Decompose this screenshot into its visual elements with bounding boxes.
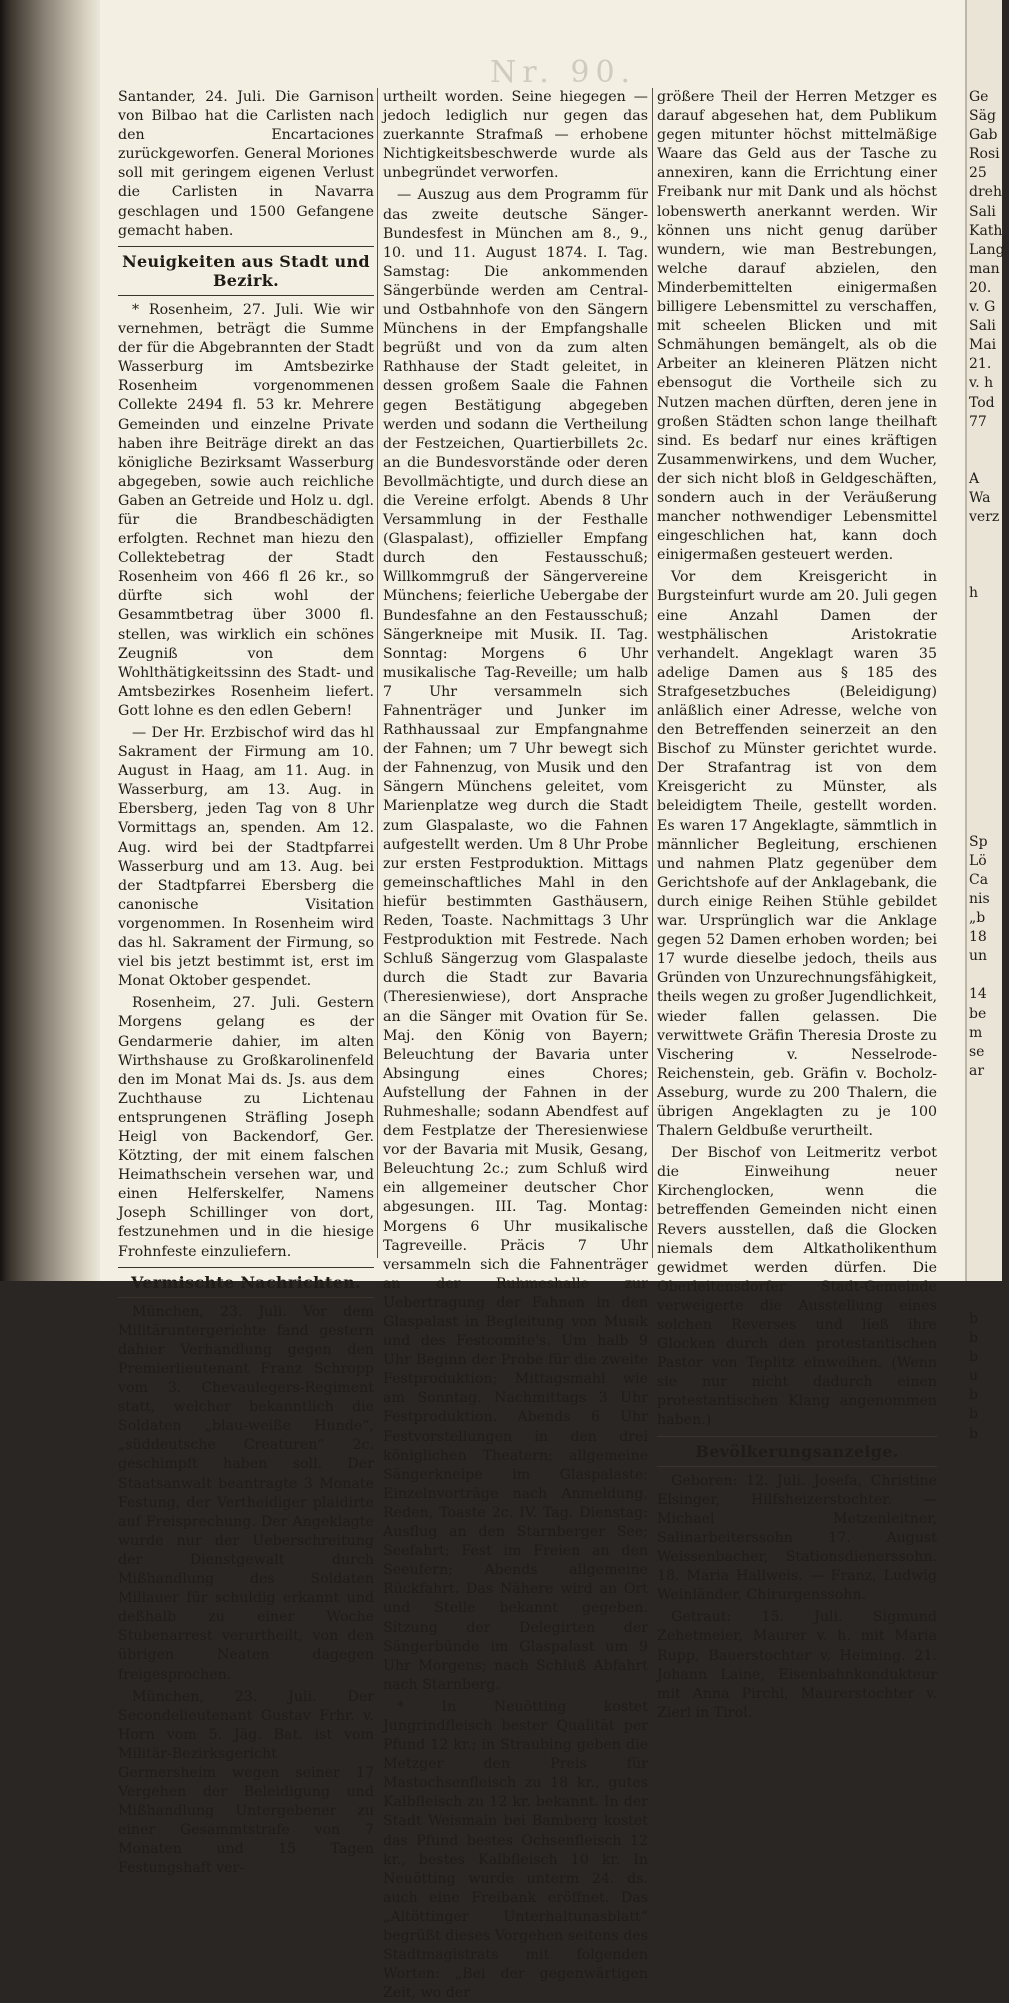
- adjacent-page-line: Wa: [969, 489, 991, 506]
- article-rosenheim-arrest: Rosenheim, 27. Juli. Gestern Morgens gelang es der Gendarmerie dahier, im alten Wirthshause zu Großkarolinenfeld den im Monat Mai ds. Js. aus dem Zuchthause zu Lichtenau entsprungenen Sträfling Joseph Heigl von Backendorf, Ger. Kötzting, der mit einem falschen Heimathschein versehen war, und einen Helferskelfer, Namens Joseph Schillinger von dort, festzunehmen und in die hiesige Frohnfeste einzuliefern.: [118, 995, 374, 1260]
- divider: [118, 1297, 374, 1298]
- adjacent-page-line: Tod: [969, 394, 995, 411]
- adjacent-page-line: 14: [969, 986, 987, 1003]
- adjacent-page-text: [969, 88, 1009, 1444]
- adjacent-page-line: [969, 775, 1009, 794]
- adjacent-page-line: [969, 794, 1009, 813]
- article-rosenheim-collection: * Rosenheim, 27. Juli. Wie wir vernehmen, beträgt die Summe der für die Abgebrannten der Stadt Wasserburg im Amtsbezirke Rosenheim vorgenommenen Collekte 2494 fl. 53 kr. Mehrere Gemeinden und einzelne Private haben ihre Beiträge direkt an das königliche Bezirksamt Wasserburg abgegeben, sowie auch reichliche Gaben an Getreide und Holz u. dgl. für die Brandbeschädigten erfolgten. Rechnet man hiezu den Collektebetrag der Stadt Rosenheim von 466 fl 26 kr., so dürfte sich wohl der Gesammtbetrag über 3000 fl. stellen, was wirklich ein schönes Zeugniß von dem Wohlthätigkeitssinn des Stadt- und Amtsbezirkes Rosenheim liefert. Gott lohne es den edlen Gebern!: [118, 301, 374, 719]
- adjacent-page-line: ar: [969, 1062, 985, 1079]
- adjacent-page-line: Sp: [969, 833, 988, 850]
- adjacent-page-line: [969, 604, 1009, 623]
- divider: [657, 1466, 937, 1467]
- article-santander: Santander, 24. Juli. Die Garnison von Bilbao hat die Carlisten nach den Encartaciones zurückgeworfen. General Moriones soll mit geringem eigenen Verlust die Carlisten in Navarra geschlagen und 1500 Gefangene gemacht haben.: [118, 89, 374, 239]
- adjacent-page-line: [969, 661, 1009, 680]
- column-1: [118, 88, 374, 1877]
- adjacent-page-line: Ca: [969, 871, 989, 888]
- adjacent-page-line: [969, 1100, 1009, 1119]
- adjacent-page-line: b: [969, 1311, 978, 1327]
- adjacent-page-line: [969, 1157, 1009, 1176]
- adjacent-page-line: [969, 451, 1009, 470]
- adjacent-page-line: [969, 718, 1009, 737]
- marriages-list: Getraut: 15. Juli. Sigmund Zehetmeier, Maurer v. h. mit Maria Rupp, Bauerstochter v. Heiming. 21. Johann Laine, Eisenbahnkondukteur mit Anna Pirchl, Maurerstochter v. Zierl in Tirol.: [657, 1609, 937, 1721]
- divider: [118, 295, 374, 296]
- adjacent-page-line: [969, 814, 1009, 833]
- adjacent-page-line: [969, 623, 1009, 642]
- column-rule: [377, 88, 378, 1258]
- article-burgsteinfurt-trial: Vor dem Kreisgericht in Burgsteinfurt wurde am 20. Juli gegen eine Anzahl Damen der westphälischen Aristokratie verhandelt. Angeklagt waren 35 adelige Damen aus § 185 des Strafgesetzbuches (Beleidigung) anläßlich einer Adresse, welche von den Betreffenden seinerzeit an den Bischof zu Münster gerichtet wurde. Der Strafantrag ist von dem Kreisgericht zu Münster, als beleidigtem Theile, gestellt worden. Es waren 17 Angeklagte, sämmtlich in männlicher Begleitung, erschienen und nahmen Platz gegenüber dem Gerichtshofe auf der Anklagebank, die durch einige Reihen Stühle gebildet war. Ursprünglich war die Anklage gegen 52 Damen erhoben worden; bei 17 wurde dieselbe jedoch, theils aus Gründen von Unzurechnungsfähigkeit, theils wegen zu großer Jugendlichkeit, wieder fallen gelassen. Die verwittwete Gräfin Theresia Droste zu Vischering v. Nesselrode-Reichenstein, geb. Gräfin v. Bocholz-Asseburg, wurde zu 200 Thalern, die übrigen Angeklagten zu je 100 Thalern Geldbuße verurtheilt.: [657, 569, 937, 1140]
- adjacent-page-line: [969, 1272, 1009, 1291]
- adjacent-page-line: [969, 565, 1009, 584]
- section-heading-miscellaneous: Vermischte Nachrichten.: [130, 1272, 361, 1292]
- adjacent-page-line: man: [969, 260, 1000, 277]
- adjacent-page-line: [969, 1119, 1009, 1138]
- adjacent-page-line: b: [969, 1330, 978, 1347]
- adjacent-page-line: [969, 699, 1009, 718]
- adjacent-page-line: [969, 1291, 1009, 1310]
- article-meat-prices: * In Neuötting kostet Jungrindfleisch bester Qualität per Pfund 12 kr.; in Straubing geben die Metzger den Preis für Mastochsenfleisch zu 18 kr., gutes Kalbfleisch zu 12 kr. bekannt. In der Stadt Weismain bei Bamberg kostet das Pfund bestes Ochsenfleisch 12 kr., bestes Kalbfleisch 10 kr. In Neuötting wurde unterm 24. ds. auch eine Freibank eröffnet. Das „Altöttinger Unterhaltunasblatt“ begrüßt dieses Vorgehen seitens des Stadtmagistrats mit folgenden Worten: „Bei der gegenwärtigen Zeit, wo der: [383, 1698, 648, 2002]
- adjacent-page-line: [969, 1176, 1009, 1195]
- adjacent-page-line: verz: [969, 509, 1000, 526]
- section-heading-local-news: Neuigkeiten aus Stadt und Bezirk.: [122, 251, 370, 290]
- adjacent-page-line: Sali: [969, 318, 996, 335]
- adjacent-page-line: Lö: [969, 852, 987, 869]
- adjacent-page-line: [969, 1195, 1009, 1214]
- newspaper-page: [100, 0, 965, 2002]
- adjacent-page-line: [969, 546, 1009, 565]
- page-number: Nr. 90.: [490, 55, 637, 90]
- adjacent-page-line: v. h: [969, 375, 994, 392]
- adjacent-page-line: [969, 1234, 1009, 1253]
- article-leitmeritz-bells: Der Bischof von Leitmeritz verbot die Einweihung neuer Kirchenglocken, wenn die betreffenden Gemeinden nicht einen Revers ausstellen, daß die Glocken niemals dem Altkatholikenthum gewidmet werden dürfen. Die Oberleitensdorfer Stadt-Gemeinde verweigerte die Ausstellung eines solchen Reverses und ließ ihre Glocken durch den protestantischen Pastor von Teplitz einweihen. (Wenn sie nur nicht dadurch einen protestantischen Klang angenommen haben.): [657, 1145, 937, 1429]
- births-list: Geboren: 12. Juli. Josefa, Christine Elsinger, Hilfsheizerstochter. — Michael Metzenleitner, Salinarbeiterssohn 17. August Weissenbacher, Stationsdienerssohn. 18. Maria Hallweis. — Franz, Ludwig Weinländer, Chirurgenssohn.: [657, 1472, 937, 1604]
- article-munich-lieutenant: München, 23. Juli. Der Secondelieutenant Gustav Frhr. v. Horn vom 5. Jäg. Bat. ist vom Militär-Bezirksgericht Germersheim wegen seiner 17 Vergehen der Beleidigung und Mißhandlung Untergebener zu einer Gesammtstrafe von 7 Monaten und 15 Tagen Festungshaft ver-: [118, 1688, 374, 1877]
- adjacent-page-line: [969, 737, 1009, 756]
- adjacent-page-edge: [965, 0, 1005, 1442]
- adjacent-page-line: 25: [969, 165, 987, 182]
- adjacent-page-line: [969, 1138, 1009, 1157]
- article-singer-festival-program: — Auszug aus dem Programm für das zweite deutsche Sänger-Bundesfest in München am 8., 9., 10. und 11. August 1874. I. Tag. Samstag: Die ankommenden Sängerbünde werden am Central- und Ostbahnhofe von den Sängern Münchens in der Empfangshalle begrüßt und von da zum alten Rathhause der Stadt geleitet, in dessen großem Saale die Fahnen gegen Bestätigung abgegeben werden und sodann die Vertheilung der Festzeichen, Quartierbillets 2c. an die Bundesvorstände oder deren Bevollmächtigte, und durch diese an die Vereine erfolgt. Abends 8 Uhr Versammlung in der Festhalle (Glaspalast), offizieller Empfang durch den Festausschuß; Willkommgruß der Sängervereine Münchens; feierliche Uebergabe der Bundesfahne an den Festausschuß; Sängerkneipe mit Musik. II. Tag. Sonntag: Morgens 6 Uhr musikalische Tag-Reveille; um halb 7 Uhr versammeln sich Fahnenträger und Junker im Rathhaussaal zur Empfangnahme der Fahnen; um 7 Uhr bewegt sich der Fahnenzug, von Musik und den Sängern Münchens geleitet, vom Marienplatze weg durch die Stadt zum Glaspalaste, wo die Fahnen aufgestellt werden. Um 8 Uhr Probe zur ersten Festproduktion. Mittags gemeinschaftliches Mahl in den hiefür bestimmten Gasthäusern, Reden, Toaste. Nachmittags 3 Uhr Festproduktion mit Festrede. Nach Schluß Sängerzug vom Glaspalaste durch die Stadt zur Bavaria (Theresienwiese), dort Ansprache an die Sänger mit Ovation für Se. Maj. den König von Bayern; Beleuchtung der Bavaria unter Absingung eines Chores; Aufstellung der Fahnen in der Ruhmeshalle; sodann Abendfest auf dem Festplatze der Theresienwiese vor der Bavaria mit Musik, Gesang, Beleuchtung 2c.; zum Schluß wird ein allgemeiner deutscher Chor abgesungen. III. Tag. Montag: Morgens 6 Uhr musikalische Tagreveille. Präcis 7 Uhr versammeln sich die Fahnenträger an der Ruhmeshalle zur Uebertragung der Fahnen in den Glaspalast in Begleitung von Musik und des Festcomite's. Um halb 9 Uhr Beginn der Probe für die zweite Festproduktion; Mittagsmahl wie am Sonntag. Nachmittags 3 Uhr Festproduktion. Abends 6 Uhr Festvorstellungen in den drei königlichen Theatern; allgemeine Sängerkneipe im Glaspalaste; Einzelnvorträge nach Anmeldung, Reden, Toaste 2c. IV. Tag. Dienstag: Ausflug an den Starnberger See; Seefahrt; Fest im Freien an den Seeufern; Abends allgemeine Rückfahrt. Das Nähere wird an Ort und Stelle bekannt gegeben. Sitzung der Delegirten der Sängerbünde im Glaspalast um 9 Uhr Morgens; nach Schluß Abfahrt nach Starnberg.: [383, 187, 648, 1693]
- book-binding-gutter: [0, 0, 100, 1281]
- adjacent-page-line: [969, 756, 1009, 775]
- adjacent-page-line: Lang: [969, 241, 1005, 258]
- adjacent-page-line: dreh: [969, 184, 1002, 201]
- adjacent-page-line: Rosi: [969, 146, 1000, 163]
- adjacent-page-line: Gab: [969, 127, 998, 144]
- adjacent-page-line: 20.: [969, 279, 992, 296]
- adjacent-page-line: h: [969, 585, 979, 602]
- adjacent-page-line: be: [969, 1005, 987, 1022]
- section-heading-population: Bevölkerungsanzeige.: [695, 1441, 899, 1461]
- adjacent-page-line: b: [969, 1406, 978, 1423]
- column-2: [383, 88, 648, 2002]
- adjacent-page-line: 77: [969, 413, 987, 430]
- adjacent-page-line: [969, 527, 1009, 546]
- adjacent-page-line: Mai: [969, 337, 997, 354]
- adjacent-page-line: v. G: [969, 299, 996, 316]
- adjacent-page-line: Säg: [969, 108, 996, 125]
- adjacent-page-line: b: [969, 1387, 978, 1404]
- adjacent-page-line: „b: [969, 910, 986, 927]
- article-freibank-continued: größere Theil der Herren Metzger es darauf abgesehen hat, dem Publikum gegen mitunter höchst mittelmäßige Waare das Geld aus der Tasche zu annexiren, kann die Errichtung einer Freibank nur mit Dank und als höchst lobenswerth anerkannt werden. Wir können uns nicht genug darüber wundern, wie man Bestrebungen, welche darauf abzielen, den Minderbemittelten einigermaßen billigere Lebensmittel zu verschaffen, mit scheelen Blicken und mit Schmähungen bemängelt, als ob die Arbeiter an kleineren Plätzen nicht ebensogut die Vortheile sich zu Nutzen machen dürften, deren jene in großen Städten schon lange theilhaft sind. Es bedarf nur eines kräftigen Zusammenwirkens, und dem Wucher, der sich nicht bloß in Geldgeschäften, sondern auch in der Veräußerung mancher nothwendiger Lebensmittel eingeschlichen hat, kann doch einigermaßen gesteuert werden.: [657, 89, 937, 564]
- adjacent-page-line: b: [969, 1349, 978, 1366]
- adjacent-page-line: A: [969, 470, 980, 487]
- article-archbishop-confirmation: — Der Hr. Erzbischof wird das hl Sakrament der Firmung am 10. August in Haag, am 11. Aug. in Wasserburg, am 13. Aug. in Ebersberg, jeden Tag von 8 Uhr Vormittags an, spenden. Am 12. Aug. wird bei der Stadtpfarrei Wasserburg und am 13. Aug. bei der Stadtpfarrei Ebersberg die canonische Visitation vorgenommen. In Rosenheim wird das hl. Sakrament der Firmung, so viel bis jetzt bestimmt ist, erst im Monat Oktober gespendet.: [118, 725, 374, 990]
- adjacent-page-line: 21.: [969, 356, 992, 373]
- adjacent-page-line: [969, 1215, 1009, 1234]
- adjacent-page-line: Sali: [969, 203, 996, 220]
- adjacent-page-line: [969, 432, 1009, 451]
- adjacent-page-line: Kath: [969, 222, 1003, 239]
- adjacent-page-line: se: [969, 1043, 985, 1060]
- adjacent-page-line: nis: [969, 890, 990, 907]
- adjacent-page-line: [969, 1081, 1009, 1100]
- divider: [657, 1436, 937, 1437]
- adjacent-page-line: b: [969, 1425, 978, 1442]
- article-munich-court: München, 23. Juli. Vor dem Militäruntergerichte fand gestern dahier Verhandlung gegen den Premierlieutenant Franz Schropp vom 3. Chevaulegers-Regiment statt, welcher bekanntlich die Soldaten „blau-weiße Hunde“, „süddeutsche Creaturen“ 2c. geschimpft haben soll. Der Staatsanwalt beantragte 3 Monate Festung, der Vertheidiger plaidirte auf Freisprechung. Der Angeklagte wurde nur der Ueberschreitung der Dienstgewalt durch Mißhandlung des Soldaten Millauer für schuldig erkannt und deßhalb zu einer Woche Stubenarrest verurtheilt, von den übrigen Neaten dagegen freigesprochen.: [118, 1303, 374, 1683]
- divider: [118, 1267, 374, 1268]
- column-rule: [652, 88, 653, 1258]
- adjacent-page-line: [969, 680, 1009, 699]
- adjacent-page-line: [969, 642, 1009, 661]
- adjacent-page-line: m: [969, 1024, 983, 1041]
- article-continued: urtheilt worden. Seine hiegegen — jedoch lediglich nur gegen das zuerkannte Strafmaß — erhobene Nichtigkeitsbeschwerde wurde als unbegründet verworfen.: [383, 89, 648, 182]
- adjacent-page-line: un: [969, 948, 988, 965]
- adjacent-page-line: Ge: [969, 89, 989, 105]
- adjacent-page-line: 18: [969, 929, 987, 946]
- adjacent-page-line: [969, 1253, 1009, 1272]
- divider: [118, 246, 374, 247]
- adjacent-page-line: u: [969, 1368, 979, 1385]
- column-3: [657, 88, 937, 1721]
- adjacent-page-line: [969, 966, 1009, 985]
